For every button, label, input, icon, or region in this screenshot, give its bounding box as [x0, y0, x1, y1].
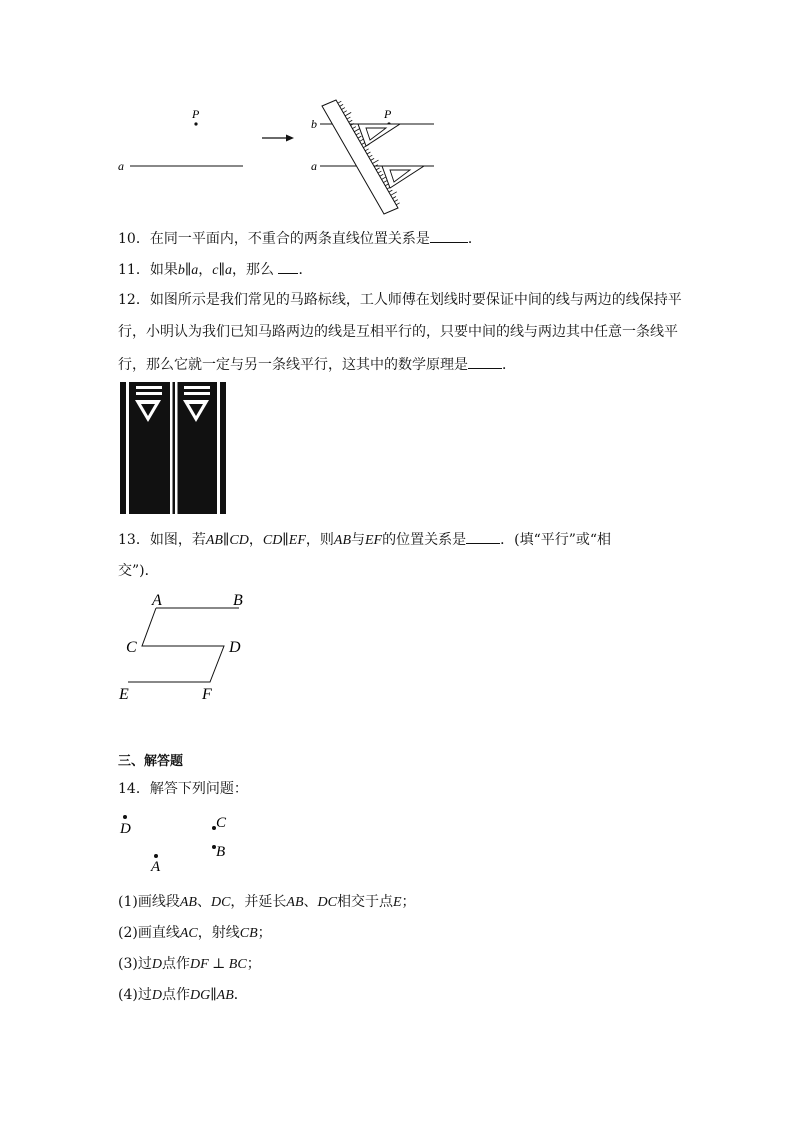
q14-item-2	[118, 923, 272, 944]
ruler-tick	[347, 117, 350, 119]
question-11	[118, 259, 312, 281]
q13-prefix: 13．如图，若	[118, 532, 206, 548]
label-d: D	[229, 639, 241, 656]
q10-end: ．	[467, 231, 482, 247]
ruler-tick	[393, 196, 396, 198]
q12-end: ．	[502, 357, 516, 373]
q14-1-s3: 、	[303, 894, 318, 910]
figure-14-points	[114, 810, 244, 876]
q13-mid1: ，则	[305, 532, 334, 548]
q14-item-1	[118, 892, 416, 913]
q14-item-4	[118, 985, 248, 1006]
ruler-tick	[394, 200, 397, 202]
ruler-tick	[341, 108, 344, 110]
road-markings-figure	[120, 382, 226, 514]
label-e: E	[119, 686, 129, 703]
q14-3-s1: 点作	[161, 956, 190, 972]
q14-3-a: D	[151, 957, 162, 972]
q14-1-c: AB	[286, 895, 304, 910]
ruler-tick	[378, 171, 381, 173]
q14-4-a: D	[151, 988, 162, 1003]
ruler-tick	[371, 158, 374, 160]
q11-cond2: c∥a	[212, 263, 232, 278]
q14-3-end: ；	[246, 956, 261, 972]
q14-2-end: ；	[257, 925, 272, 941]
ruler-tick	[358, 136, 361, 138]
point-d	[123, 815, 127, 819]
q14-3-b: DF ⊥ BC	[189, 957, 247, 972]
q12-line3-text: 行，那么它就一定与另一条线平行，这其中的数学原理是	[118, 357, 468, 373]
ruler-tick	[372, 160, 378, 163]
q14-1-b: DC	[210, 895, 231, 910]
ruler-tick	[391, 192, 397, 195]
q14-3-num: (3)过	[118, 956, 152, 972]
label-point-b: B	[216, 844, 226, 860]
ruler-tick	[367, 152, 370, 154]
label-p-left: P	[192, 107, 200, 121]
label-c: C	[126, 639, 137, 656]
q11-answer-blank[interactable]	[278, 259, 298, 274]
q14-1-num: (1)画线段	[118, 894, 180, 910]
q14-4-b: DG∥AB	[189, 988, 234, 1003]
parallel-construction-figure	[110, 96, 450, 222]
label-point-d: D	[120, 821, 131, 837]
question-10	[118, 228, 482, 249]
set-square-lower	[382, 166, 424, 188]
q11-sep: ，	[198, 262, 213, 278]
q10-text: 10．在同一平面内，不重合的两条直线位置关系是	[118, 231, 430, 247]
label-point-a: A	[151, 859, 161, 875]
q10-answer-blank[interactable]	[430, 228, 468, 243]
question-13-line2: 交”)．	[118, 563, 159, 579]
ruler-tick	[349, 120, 352, 122]
q13-end: ．(填“平行”或“相	[500, 532, 612, 548]
question-12-line1: 12．如图所示是我们常见的马路标线，工人师傅在划线时要保证中间的线与两边的线保持平	[118, 292, 682, 308]
q14-1-s1: 、	[196, 894, 211, 910]
figure-13-zigzag	[114, 588, 264, 708]
ruler-tick	[383, 181, 386, 183]
question-12-line3	[118, 354, 516, 375]
q14-item-3	[118, 954, 261, 975]
q13-answer-blank[interactable]	[466, 529, 500, 544]
q14-4-num: (4)过	[118, 987, 152, 1003]
q11-mid: ，那么	[231, 262, 274, 278]
ruler-tick	[356, 133, 359, 135]
ruler-tick	[340, 104, 343, 106]
point-a	[154, 854, 158, 858]
q14-4-s1: 点作	[161, 987, 190, 1003]
q13-ab: AB	[333, 533, 351, 548]
q14-2-s1: ，射线	[197, 925, 240, 941]
ruler-tick	[389, 190, 392, 192]
question-13-line1	[118, 529, 611, 551]
q14-1-s2: ，并延长	[230, 894, 287, 910]
q11-end: ．	[298, 262, 313, 278]
label-b: B	[233, 592, 243, 609]
set-square-upper	[358, 124, 400, 146]
label-a: A	[152, 592, 162, 609]
q14-2-a: AC	[179, 926, 198, 941]
q13-cond1: AB∥CD	[205, 533, 249, 548]
q14-2-b: CB	[239, 926, 258, 941]
q11-cond1: b∥a	[177, 263, 199, 278]
arrow-head-icon	[286, 135, 294, 142]
q14-4-end: ．	[233, 987, 248, 1003]
q14-1-end: ；	[401, 894, 416, 910]
ruler-tick	[365, 149, 368, 151]
q13-mid3: 的位置关系是	[382, 532, 467, 548]
ruler-tick	[343, 111, 346, 113]
question-14: 14．解答下列问题：	[118, 781, 248, 797]
q14-1-a: AB	[179, 895, 197, 910]
ruler-tick	[369, 155, 372, 157]
ruler-tick	[396, 203, 399, 205]
ruler-tick	[352, 127, 355, 129]
label-p-right: P	[384, 107, 392, 121]
label-point-c: C	[216, 815, 227, 831]
label-b-right: b	[311, 117, 317, 131]
label-f: F	[202, 686, 212, 703]
section-3-title: 三、解答题	[118, 754, 184, 769]
point-p-left	[194, 122, 197, 125]
question-12-line2: 行，小明认为我们已知马路两边的线是互相平行的，只要中间的线与两边其中任意一条线平	[118, 324, 678, 340]
ruler-tick	[380, 174, 383, 176]
q13-sep: ，	[248, 532, 263, 548]
q11-prefix: 11．如果	[118, 262, 178, 278]
label-a-right: a	[311, 159, 317, 173]
label-a-left: a	[118, 159, 124, 173]
ruler-tick	[345, 112, 351, 115]
q14-2-num: (2)画直线	[118, 925, 180, 941]
q14-1-s4: 相交于点	[336, 894, 393, 910]
ruler-tick	[376, 168, 379, 170]
ruler-tick	[360, 139, 363, 141]
q12-answer-blank[interactable]	[468, 354, 502, 369]
q14-1-e: E	[392, 895, 402, 910]
q13-ef: EF	[365, 533, 383, 548]
q13-cond2: CD∥EF	[262, 533, 306, 548]
ruler-tick	[338, 101, 341, 103]
q13-mid2: 与	[351, 532, 365, 548]
q14-1-d: DC	[317, 895, 337, 910]
